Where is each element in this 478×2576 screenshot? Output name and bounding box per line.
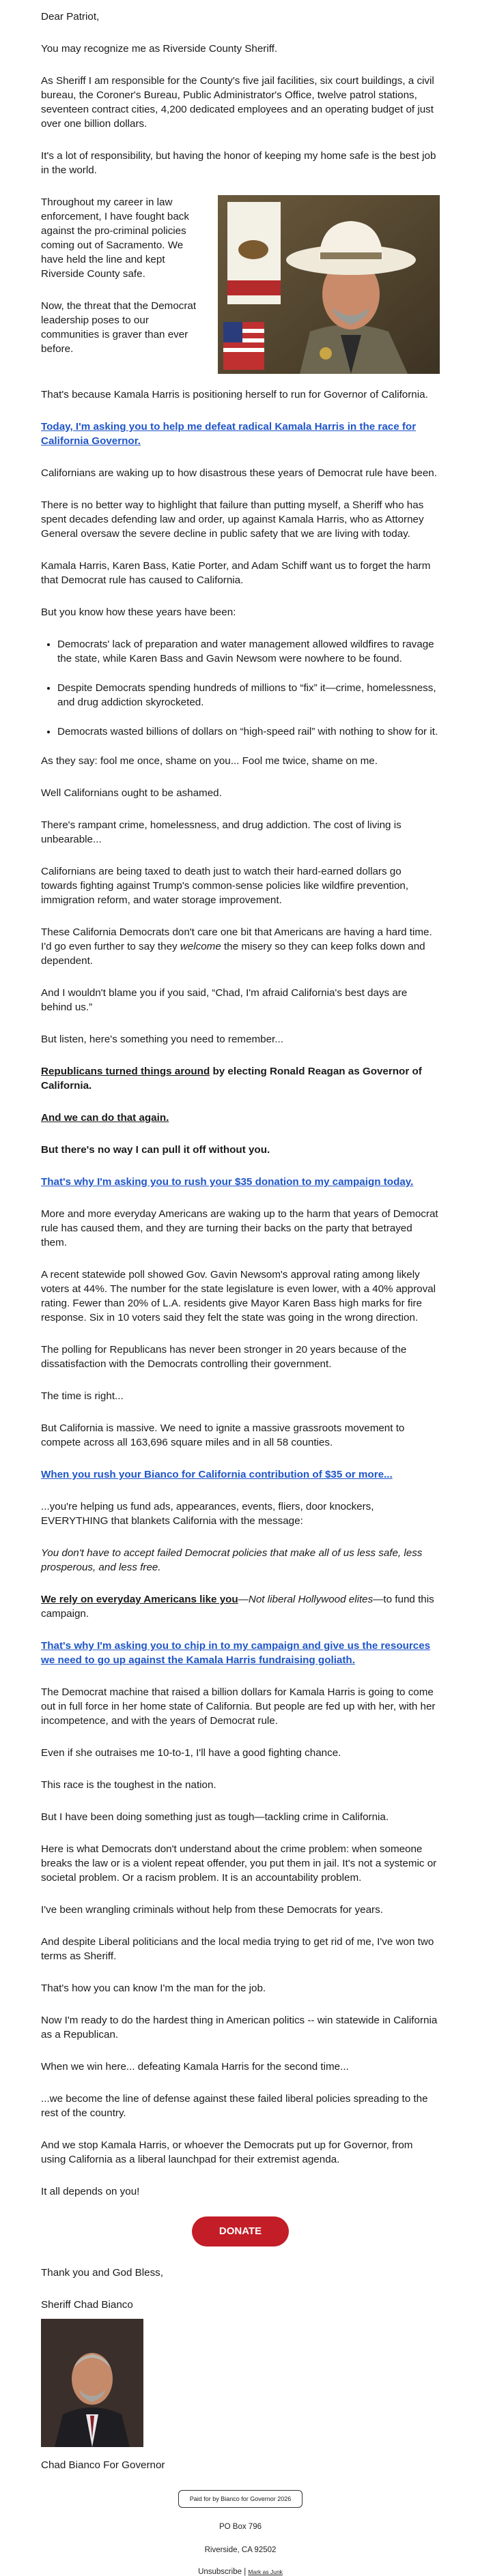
text-run: by electing Ronald Reagan as Governor of California. xyxy=(41,1066,422,1092)
hero-text xyxy=(41,195,199,356)
paragraph: The time is right... xyxy=(41,1390,124,1402)
paragraph: There is no better way to highlight that failure than putting myself, a Sheriff who has spent decades defending law and order, up against Kamala Harris, who as Attorney General oversaw the severe decline in public safety that we are living with today. xyxy=(41,499,424,540)
paragraph: And we stop Kamala Harris, or whoever the Democrats put up for Governor, from using California as a liberal launchpad for their extremist agenda. xyxy=(41,2139,413,2165)
footer xyxy=(41,2490,440,2576)
paragraph-bold: And we can do that again. xyxy=(41,1112,169,1124)
paragraph xyxy=(41,1064,440,1093)
underlined-text: Republicans turned things around xyxy=(41,1066,210,1077)
paid-for-disclaimer: Paid for by Bianco for Governor 2026 xyxy=(178,2490,303,2508)
underlined-text: We rely on everyday Americans like you xyxy=(41,1594,238,1605)
address-line: PO Box 796 xyxy=(219,2523,262,2531)
paragraph: There's rampant crime, homelessness, and drug addiction. The cost of living is unbearable... xyxy=(41,819,402,845)
text-run: —to fund this campaign. xyxy=(41,1594,434,1620)
candidate-photo xyxy=(41,2319,143,2447)
signature: Sheriff Chad Bianco xyxy=(41,2299,133,2311)
paragraph-link xyxy=(41,1639,440,1667)
paragraph: It's a lot of responsibility, but having the honor of keeping my home safe is the best job in the world. xyxy=(41,150,436,176)
paragraph: Californians are waking up to how disastrous these years of Democrat rule have been. xyxy=(41,467,437,479)
paragraph: More and more everyday Americans are waking up to the harm that years of Democrat rule has caused them, and they are turning their backs on the party that betrayed them. xyxy=(41,1208,438,1248)
paragraph-bold: But there's no way I can pull it off without you. xyxy=(41,1144,270,1156)
paragraph: That's how you can know I'm the man for the job. xyxy=(41,1982,266,1994)
contribution-link[interactable]: When you rush your Bianco for California contribution of $35 or more... xyxy=(41,1469,393,1480)
paragraph: I've been wrangling criminals without help from these Democrats for years. xyxy=(41,1904,383,1916)
paragraph: A recent statewide poll showed Gov. Gavin Newsom's approval rating among likely voters at 44%. The number for the state legislature is even lower, with a 40% approval rating. Fewer than 20% of L.A. residents give Mayor Karen Bass high marks for fire response. Six in 10 voters said they felt the state was going in the wrong direction. xyxy=(41,1269,436,1323)
greeting: Dear Patriot, xyxy=(41,11,100,23)
paragraph-link xyxy=(41,1175,440,1189)
mailing-address xyxy=(41,2521,440,2556)
unsubscribe-link[interactable]: Unsubscribe xyxy=(198,2568,242,2576)
paragraph: As Sheriff I am responsible for the County's five jail facilities, six court buildings, a civil bureau, the Coroner's Bureau, Public Administrator's Office, twelve patrol stations, seventeen contract cities, 4,200 dedicated employees and an operating budget of just over one billion dollars. xyxy=(41,75,434,130)
sheriff-portrait-photo xyxy=(218,195,440,374)
mark-junk-link[interactable]: Mark as Junk xyxy=(248,2568,283,2575)
paragraph: As they say: fool me once, shame on you... Fool me twice, shame on me. xyxy=(41,755,378,767)
signoff: Chad Bianco For Governor xyxy=(41,2459,165,2471)
chip-in-link[interactable]: That's why I'm asking you to chip in to my campaign and give us the resources we need to go up against the Kamala Harris fundraising goliath. xyxy=(41,1640,431,1666)
paragraph: And I wouldn't blame you if you said, “Chad, I'm afraid California's best days are behind us.” xyxy=(41,987,408,1013)
paragraph: ...we become the line of defense against these failed liberal policies spreading to the rest of the country. xyxy=(41,2093,428,2119)
paragraph: It all depends on you! xyxy=(41,2186,140,2197)
hero-section xyxy=(41,195,440,374)
emphasis-text: Not liberal Hollywood elites xyxy=(248,1594,374,1605)
list-item: • Despite Democrats spending hundreds of millions to “fix” it—crime, homelessness, and drug addiction skyrocketed. xyxy=(57,681,440,709)
paragraph: But California is massive. We need to ignite a massive grassroots movement to compete across all 163,696 square miles and in all 58 counties. xyxy=(41,1422,405,1448)
rush-donation-link[interactable]: That's why I'm asking you to rush your $35 donation to my campaign today. xyxy=(41,1176,414,1188)
address-line: Riverside, CA 92502 xyxy=(204,2546,277,2554)
paragraph: Even if she outraises me 10-to-1, I'll have a good fighting chance. xyxy=(41,1747,341,1759)
paragraph: Now, the threat that the Democrat leadership poses to our communities is graver than ever before. xyxy=(41,300,197,355)
paragraph: The polling for Republicans has never been stronger in 20 years because of the dissatisfaction with the Democrats controlling their government. xyxy=(41,1344,407,1370)
paragraph: Here is what Democrats don't understand about the crime problem: when someone breaks the law or is a violent repeat offender, you put them in jail. It's not a systemic or societal problem. Or a racism problem. It is an accountability problem. xyxy=(41,1843,437,1884)
paragraph: Now I'm ready to do the hardest thing in American politics -- win statewide in California as a Republican. xyxy=(41,2015,438,2040)
paragraph: Californians are being taxed to death just to watch their hard-earned dollars go towards fighting against Trump's common-sense policies like wildfire prevention, immigration reform, and water storage improvement. xyxy=(41,866,409,906)
paragraph: That's because Kamala Harris is positioning herself to run for Governor of California. xyxy=(41,389,428,400)
paragraph xyxy=(41,925,440,968)
list-item: • Democrats wasted billions of dollars on “high-speed rail” with nothing to show for it. xyxy=(57,724,440,739)
paragraph: But I have been doing something just as tough—tackling crime in California. xyxy=(41,1811,389,1823)
paragraph: ...you're helping us fund ads, appearances, events, fliers, door knockers, EVERYTHING that blankets California with the message: xyxy=(41,1501,374,1527)
donate-button-wrap xyxy=(41,2216,440,2246)
emphasis-text: welcome xyxy=(180,941,221,952)
paragraph-link xyxy=(41,420,440,448)
text-run: the misery so they can keep folks down and dependent. xyxy=(41,941,425,967)
paragraph: Throughout my career in law enforcement, I have fought back against the pro-criminal policies coming out of Sacramento. We have held the line and kept Riverside County safe. xyxy=(41,196,189,280)
paragraph: This race is the toughest in the nation. xyxy=(41,1779,216,1791)
bullet-list xyxy=(41,637,440,739)
paragraph-link xyxy=(41,1467,440,1482)
paragraph: Well Californians ought to be ashamed. xyxy=(41,787,222,799)
separator: | xyxy=(244,2568,247,2576)
paragraph xyxy=(41,1592,440,1621)
paragraph-italic: You don't have to accept failed Democrat policies that make all of us less safe, less prosperous, and less free. xyxy=(41,1547,423,1573)
paragraph: Kamala Harris, Karen Bass, Katie Porter, and Adam Schiff want us to forget the harm that Democrat rule has caused to California. xyxy=(41,560,431,586)
defeat-harris-link[interactable]: Today, I'm asking you to help me defeat radical Kamala Harris in the race for California Governor. xyxy=(41,421,417,447)
paragraph: And despite Liberal politicians and the local media trying to get rid of me, I've won two terms as Sheriff. xyxy=(41,1936,434,1962)
paragraph: When we win here... defeating Kamala Harris for the second time... xyxy=(41,2061,349,2073)
list-item: • Democrats' lack of preparation and water management allowed wildfires to ravage the state, while Karen Bass and Gavin Newsom were nowhere to be found. xyxy=(57,637,440,666)
paragraph: The Democrat machine that raised a billion dollars for Kamala Harris is going to come out in full force in her home state of California. But people are fed up with her, with her incompetence, and with the years of Democrat rule. xyxy=(41,1686,436,1727)
text-run: These California Democrats don't care one bit that Americans are having a hard time. I'd go even further to say they xyxy=(41,926,432,952)
closing: Thank you and God Bless, xyxy=(41,2267,163,2279)
paragraph: But you know how these years have been: xyxy=(41,606,236,618)
donate-button[interactable]: DONATE xyxy=(192,2216,289,2246)
paragraph: But listen, here's something you need to remember... xyxy=(41,1034,283,1045)
text-run: — xyxy=(238,1594,249,1605)
paragraph: You may recognize me as Riverside County Sheriff. xyxy=(41,43,278,55)
unsubscribe-row xyxy=(41,2568,440,2576)
